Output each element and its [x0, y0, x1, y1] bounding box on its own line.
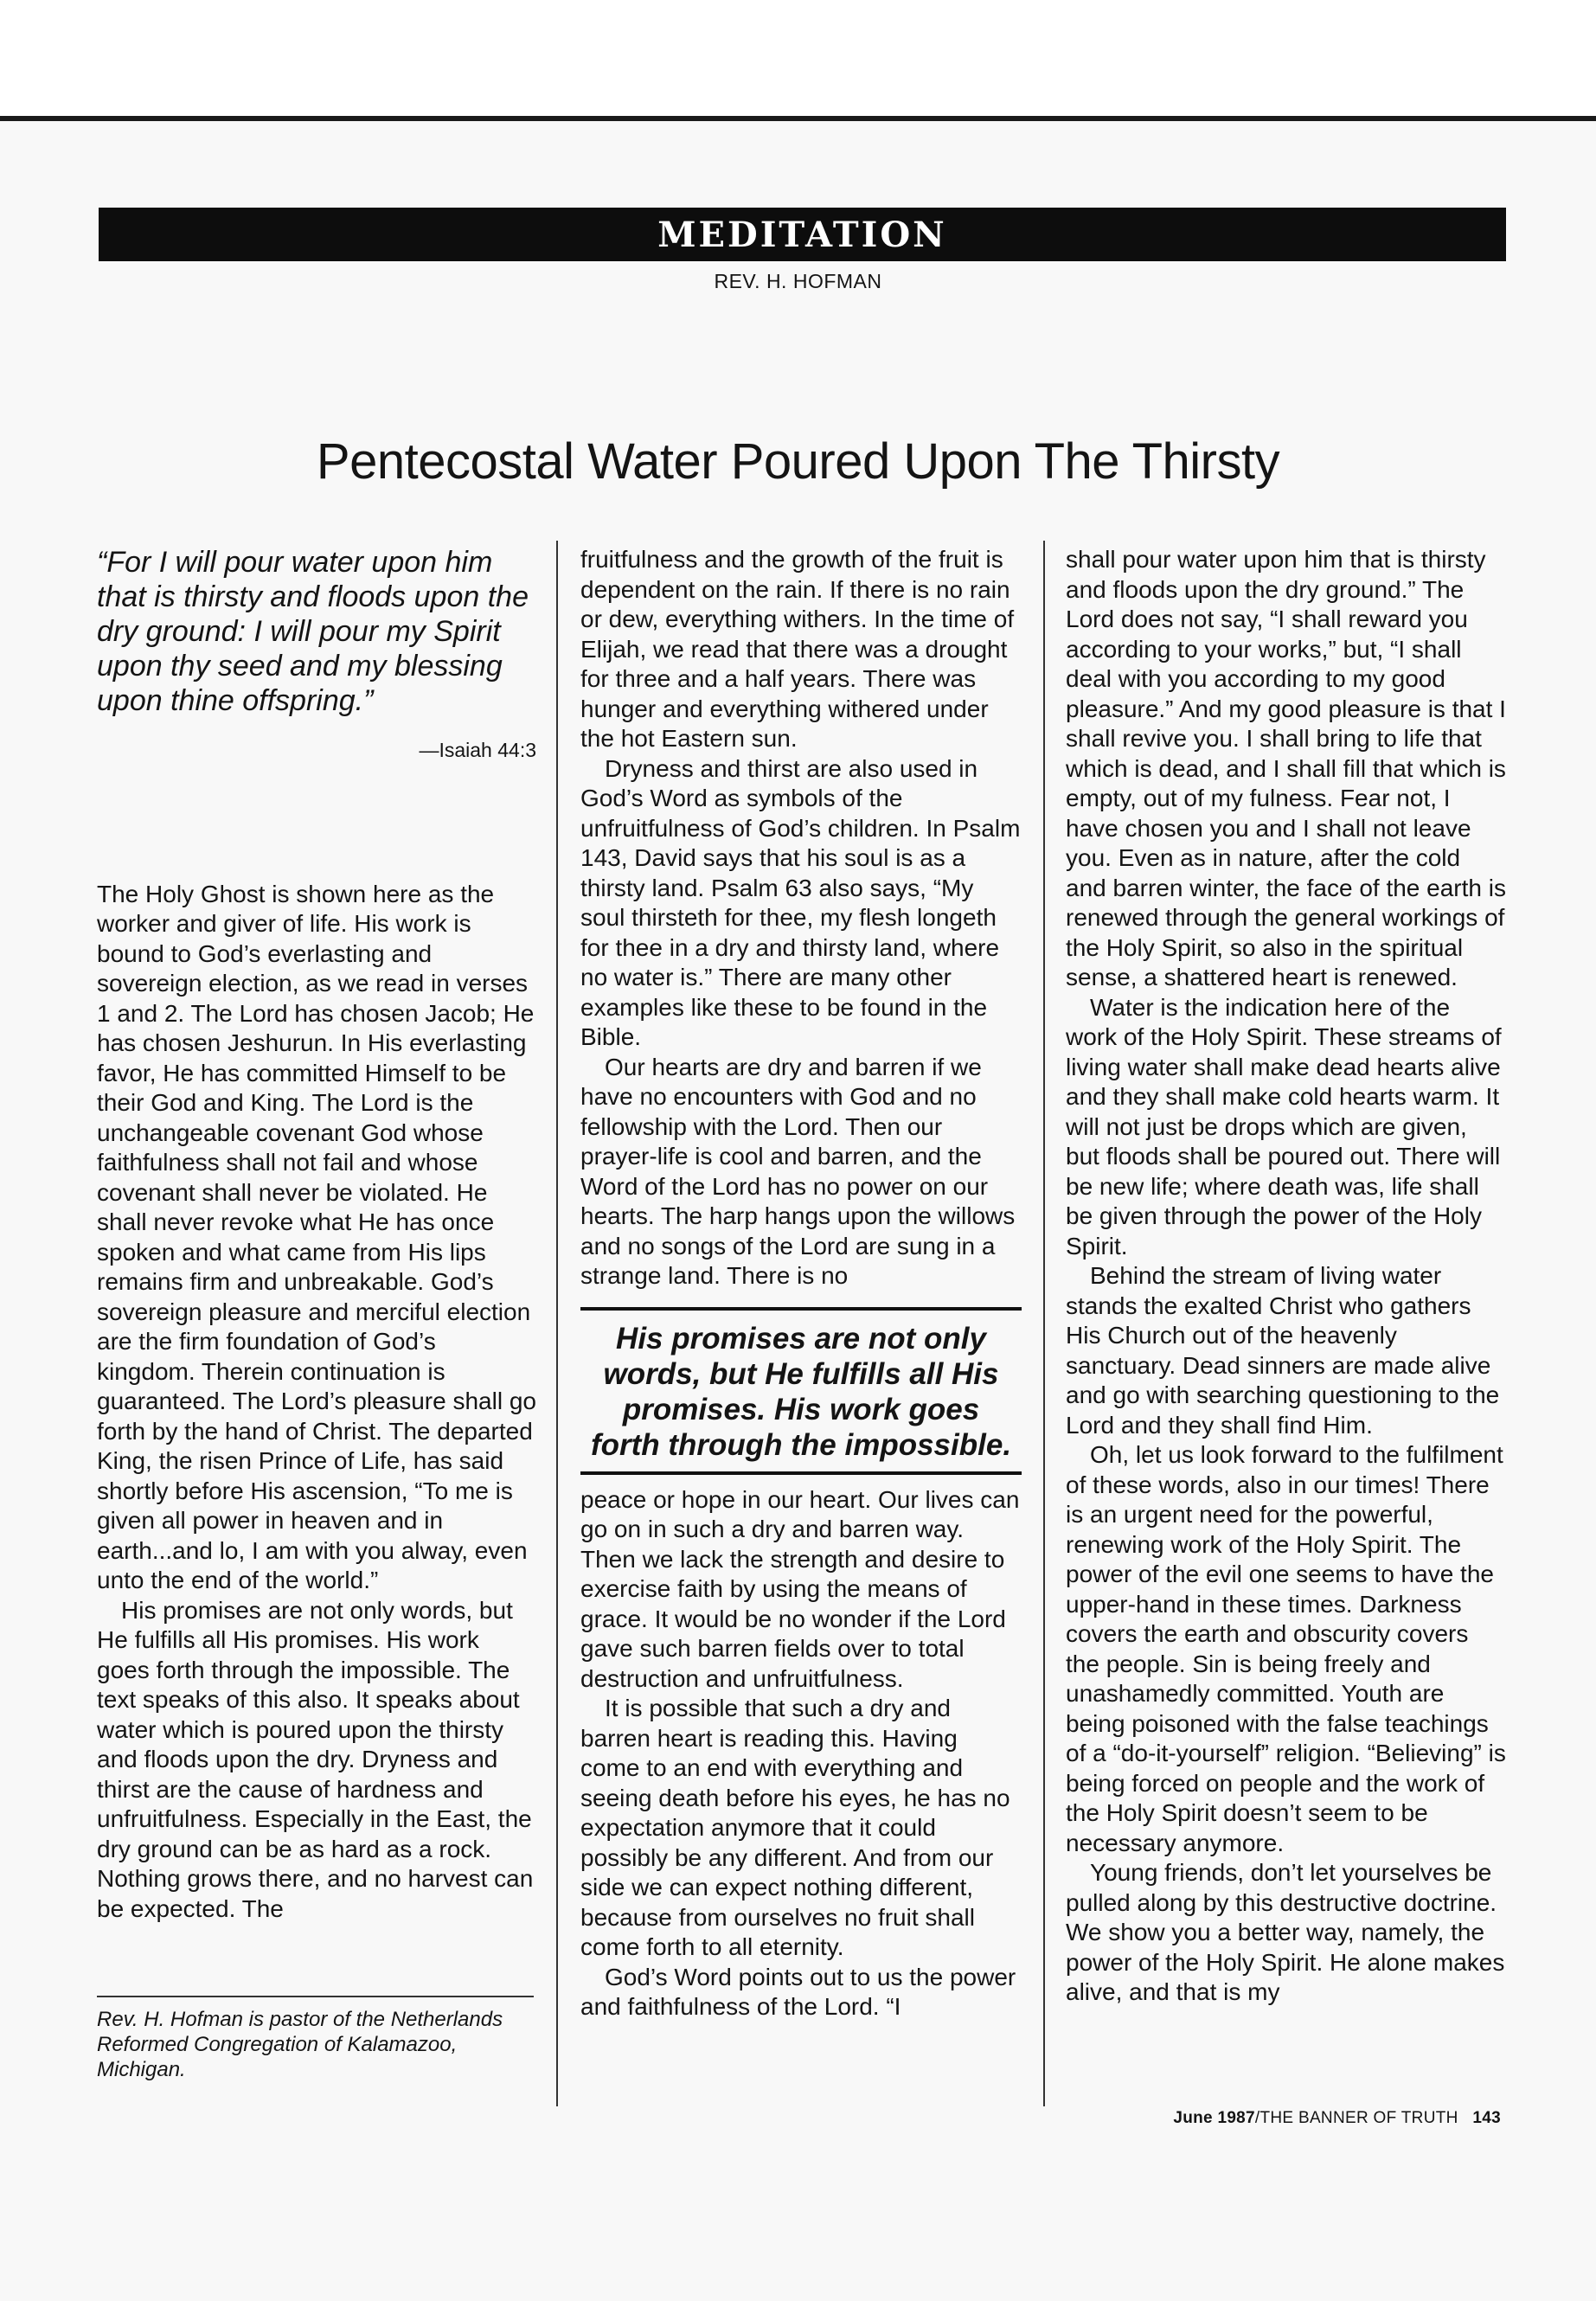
epigraph: “For I will pour water upon him that is thirsty and floods upon the dry ground: I will pour my Spirit upon thy seed and my blessing upon thine offspring.” [97, 546, 529, 717]
issue-date: June 1987 [1173, 2109, 1255, 2127]
author-byline: REV. H. HOFMAN [714, 270, 882, 292]
column-divider [1043, 541, 1045, 2106]
body-paragraph: Water is the indication here of the work of the Holy Spirit. These streams of living water shall make dead hearts alive and they shall make cold hearts warm. It will not just be drops which are given, but floods shall be poured out. There will be new life; where death was, life shall be given through the power of the Holy Spirit. [1066, 993, 1502, 1259]
body-paragraph: Oh, let us look forward to the fulfilment of these words, also in our times! There is an urgent need for the powerful, renewing work of the Holy Spirit. The power of the evil one seems to have the upper-hand in these times. Darkness covers the earth and obscurity covers the people. Sin is being freely and unashamedly committed. Youth are being poisoned with the false teachings of a “do-it-yourself” religion. “Believing” is being forced on people and the work of the Holy Spirit doesn’t seem to be necessary anymore. [1066, 1441, 1506, 1856]
body-paragraph: shall pour water upon him that is thirsty and floods upon the dry ground.” The Lord does not say, “I shall reward you according to your works,” but, “I shall deal with you according to my good pleasure.” And my good pleasure is that I shall revive you. I shall bring to life that which is dead, and I shall fill that which is empty, out of my fulness. Fear not, I have chosen you and I shall not leave you. Even as in nature, after the cold and barren winter, the face of the earth is renewed through the general workings of the Holy Spirit, so also in the spiritual sense, a shattered heart is renewed. [1066, 546, 1506, 990]
article-title: Pentecostal Water Poured Upon The Thirsty [316, 433, 1280, 490]
body-paragraph: peace or hope in our heart. Our lives can go on in such a dry and barren way. Then we lack the strength and desire to exercise faith by using the means of grace. It would be no wonder if the Lord gave such barren fields over to total destruction and unfruitfulness. [580, 1485, 1020, 1692]
column-2 [580, 545, 1022, 2022]
page-number: 143 [1472, 2109, 1501, 2127]
page-footer [1173, 2109, 1501, 2128]
body-paragraph: The Holy Ghost is shown here as the worker and giver of life. His work is bound to God’s everlasting and sovereign election, as we read in verses 1 and 2. The Lord has chosen Jacob; He has chosen Jeshurun. In His everlasting favor, He has committed Himself to be their God and King. The Lord is the unchangeable covenant God whose faithfulness shall not fail and whose covenant shall never be violated. He shall never revoke what He has once spoken and what came from His lips remains firm and unbreakable. God’s sovereign pleasure and merciful election are the firm foundation of God’s kingdom. Therein continuation is guaranteed. The Lord’s pleasure shall go forth by the hand of Christ. The departed King, the risen Prince of Life, has said shortly before His ascension, “To me is given all power in heaven and in earth...and lo, I am with you alway, even unto the end of the world.” [97, 880, 536, 1593]
pull-quote: His promises are not only words, but He fulfills all His promises. His work goes forth through the impossible. [580, 1307, 1022, 1475]
column-3 [1066, 545, 1507, 2008]
body-paragraph: Behind the stream of living water stands the exalted Christ who gathers His Church out of the heavenly sanctuary. Dead sinners are made alive and go with searching questioning to the Lord and they shall find Him. [1066, 1262, 1500, 1439]
body-paragraph: Young friends, don’t let yourselves be pulled along by this destructive doctrine. We show you a better way, namely, the power of the Holy Spirit. He alone makes alive, and that is my [1066, 1859, 1505, 2005]
body-paragraph: Dryness and thirst are also used in God’s Word as symbols of the unfruitfulness of God’s children. In Psalm 143, David says that his soul is as a thirsty land. Psalm 63 also says, “My soul thirsteth for thee, my flesh longeth for thee in a dry and thirsty land, where no water is.” There are many other examples like these to be found in the Bible. [580, 754, 1021, 1050]
section-banner [99, 208, 1506, 261]
column-1 [97, 545, 536, 1924]
bio-divider [97, 1996, 534, 1997]
epigraph-reference: —Isaiah 44:3 [419, 739, 536, 761]
body-paragraph: His promises are not only words, but He fulfills all His promises. His work goes forth through the impossible. The text speaks of this also. It speaks about water which is poured upon the thirsty and floods upon the dry. Dryness and thirst are the cause of hardness and unfruitfulness. Especially in the East, the dry ground can be as hard as a rock. Nothing grows there, and no harvest can be expected. The [97, 1596, 534, 1922]
section-title: MEDITATION [657, 214, 947, 255]
body-paragraph: God’s Word points out to us the power and faithfulness of the Lord. “I [580, 1963, 1016, 2020]
body-paragraph: Our hearts are dry and barren if we have no encounters with God and no fellowship with the Lord. Then our prayer-life is cool and barren, and the Word of the Lord has no power on our hearts. The harp hangs upon the willows and no songs of the Lord are sung in a strange land. There is no [580, 1053, 1016, 1289]
author-bio: Rev. H. Hofman is pastor of the Netherlands Reformed Congregation of Kalamazoo, Michigan. [97, 2008, 503, 2081]
body-paragraph: fruitfulness and the growth of the fruit is dependent on the rain. If there is no rain or dew, everything withers. In the time of Elijah, we read that there was a drought for three and a half years. There was hunger and everything withered under the hot Eastern sun. [580, 546, 1015, 752]
publication-name: /THE BANNER OF TRUTH [1254, 2109, 1458, 2127]
column-divider [556, 541, 558, 2106]
body-paragraph: It is possible that such a dry and barren heart is reading this. Having come to an end with everything and seeing death before his eyes, he has no expectation anymore that it could possibly be any different. And from our side we can expect nothing different, because from ourselves no fruit shall come forth to all eternity. [580, 1695, 1010, 1960]
